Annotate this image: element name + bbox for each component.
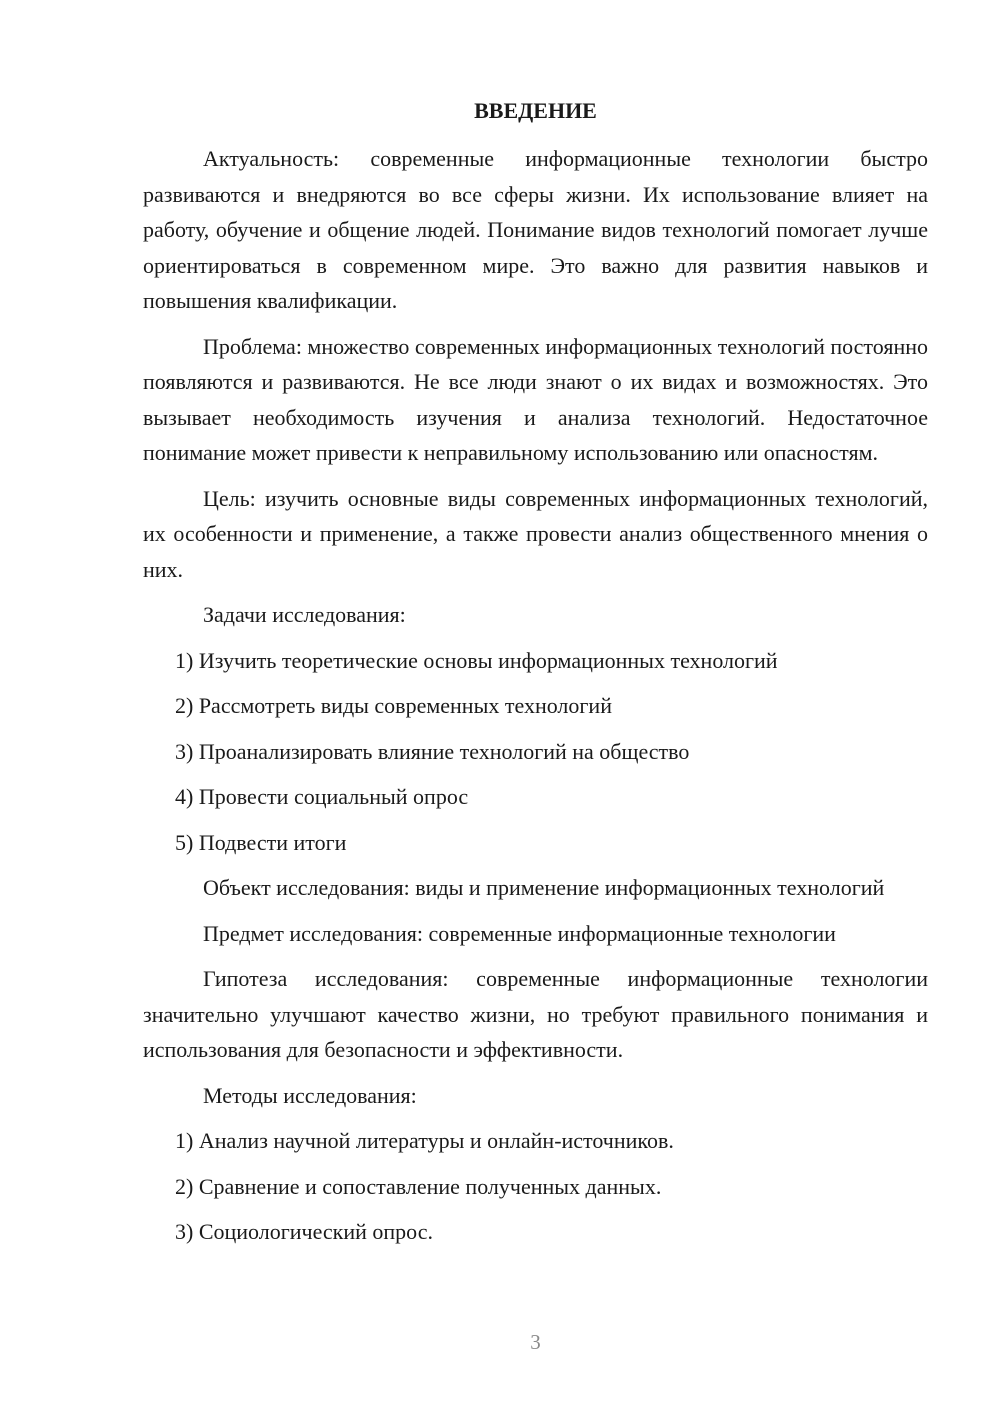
page-content — [143, 93, 928, 1250]
paragraph-problem: Проблема: множество современных информационных технологий постоянно появляются и развиваются. Не все люди знают о их видах и возможностях. Это вызывает необходимость изучения и анализа технологий. Недостаточное понимание может привести к неправильному использованию или опасностям. — [143, 333, 929, 465]
list-item: 1) Анализ научной литературы и онлайн-источников. — [175, 1128, 674, 1153]
paragraph-hypothesis: Гипотеза исследования: современные информационные технологии значительно улучшают качество жизни, но требуют правильного понимания и использования для безопасности и эффективности. — [143, 966, 928, 1062]
methods-heading: Методы исследования: — [203, 1082, 417, 1108]
list-item: 3) Социологический опрос. — [175, 1219, 433, 1244]
page-number: 3 — [530, 1330, 541, 1354]
paragraph-subject: Предмет исследования: современные информационные технологии — [203, 920, 836, 946]
tasks-heading: Задачи исследования: — [203, 602, 406, 627]
tasks-list — [143, 643, 928, 861]
paragraph-relevance: Актуальность: современные информационные технологии быстро развиваются и внедряются во все сферы жизни. Их использование влияет на работу, обучение и общение людей. Понимание видов технологий помогает лучше ориентироваться в современном мире. Это важно для развития навыков и повышения квалификации. — [143, 146, 928, 313]
list-item: 1) Изучить теоретические основы информационных технологий — [175, 647, 778, 673]
list-item: 5) Подвести итоги — [175, 829, 347, 855]
list-item: 3) Проанализировать влияние технологий на общество — [175, 738, 690, 764]
page-title: ВВЕДЕНИЕ — [474, 98, 597, 123]
list-item: 2) Сравнение и сопоставление полученных данных. — [175, 1173, 662, 1199]
paragraph-goal: Цель: изучить основные виды современных информационных технологий, их особенности и применение, а также провести анализ общественного мнения о них. — [143, 485, 928, 582]
paragraph-object: Объект исследования: виды и применение информационных технологий — [203, 875, 885, 900]
list-item: 2) Рассмотреть виды современных технологий — [175, 693, 612, 718]
methods-list — [143, 1123, 928, 1250]
list-item: 4) Провести социальный опрос — [175, 784, 469, 809]
